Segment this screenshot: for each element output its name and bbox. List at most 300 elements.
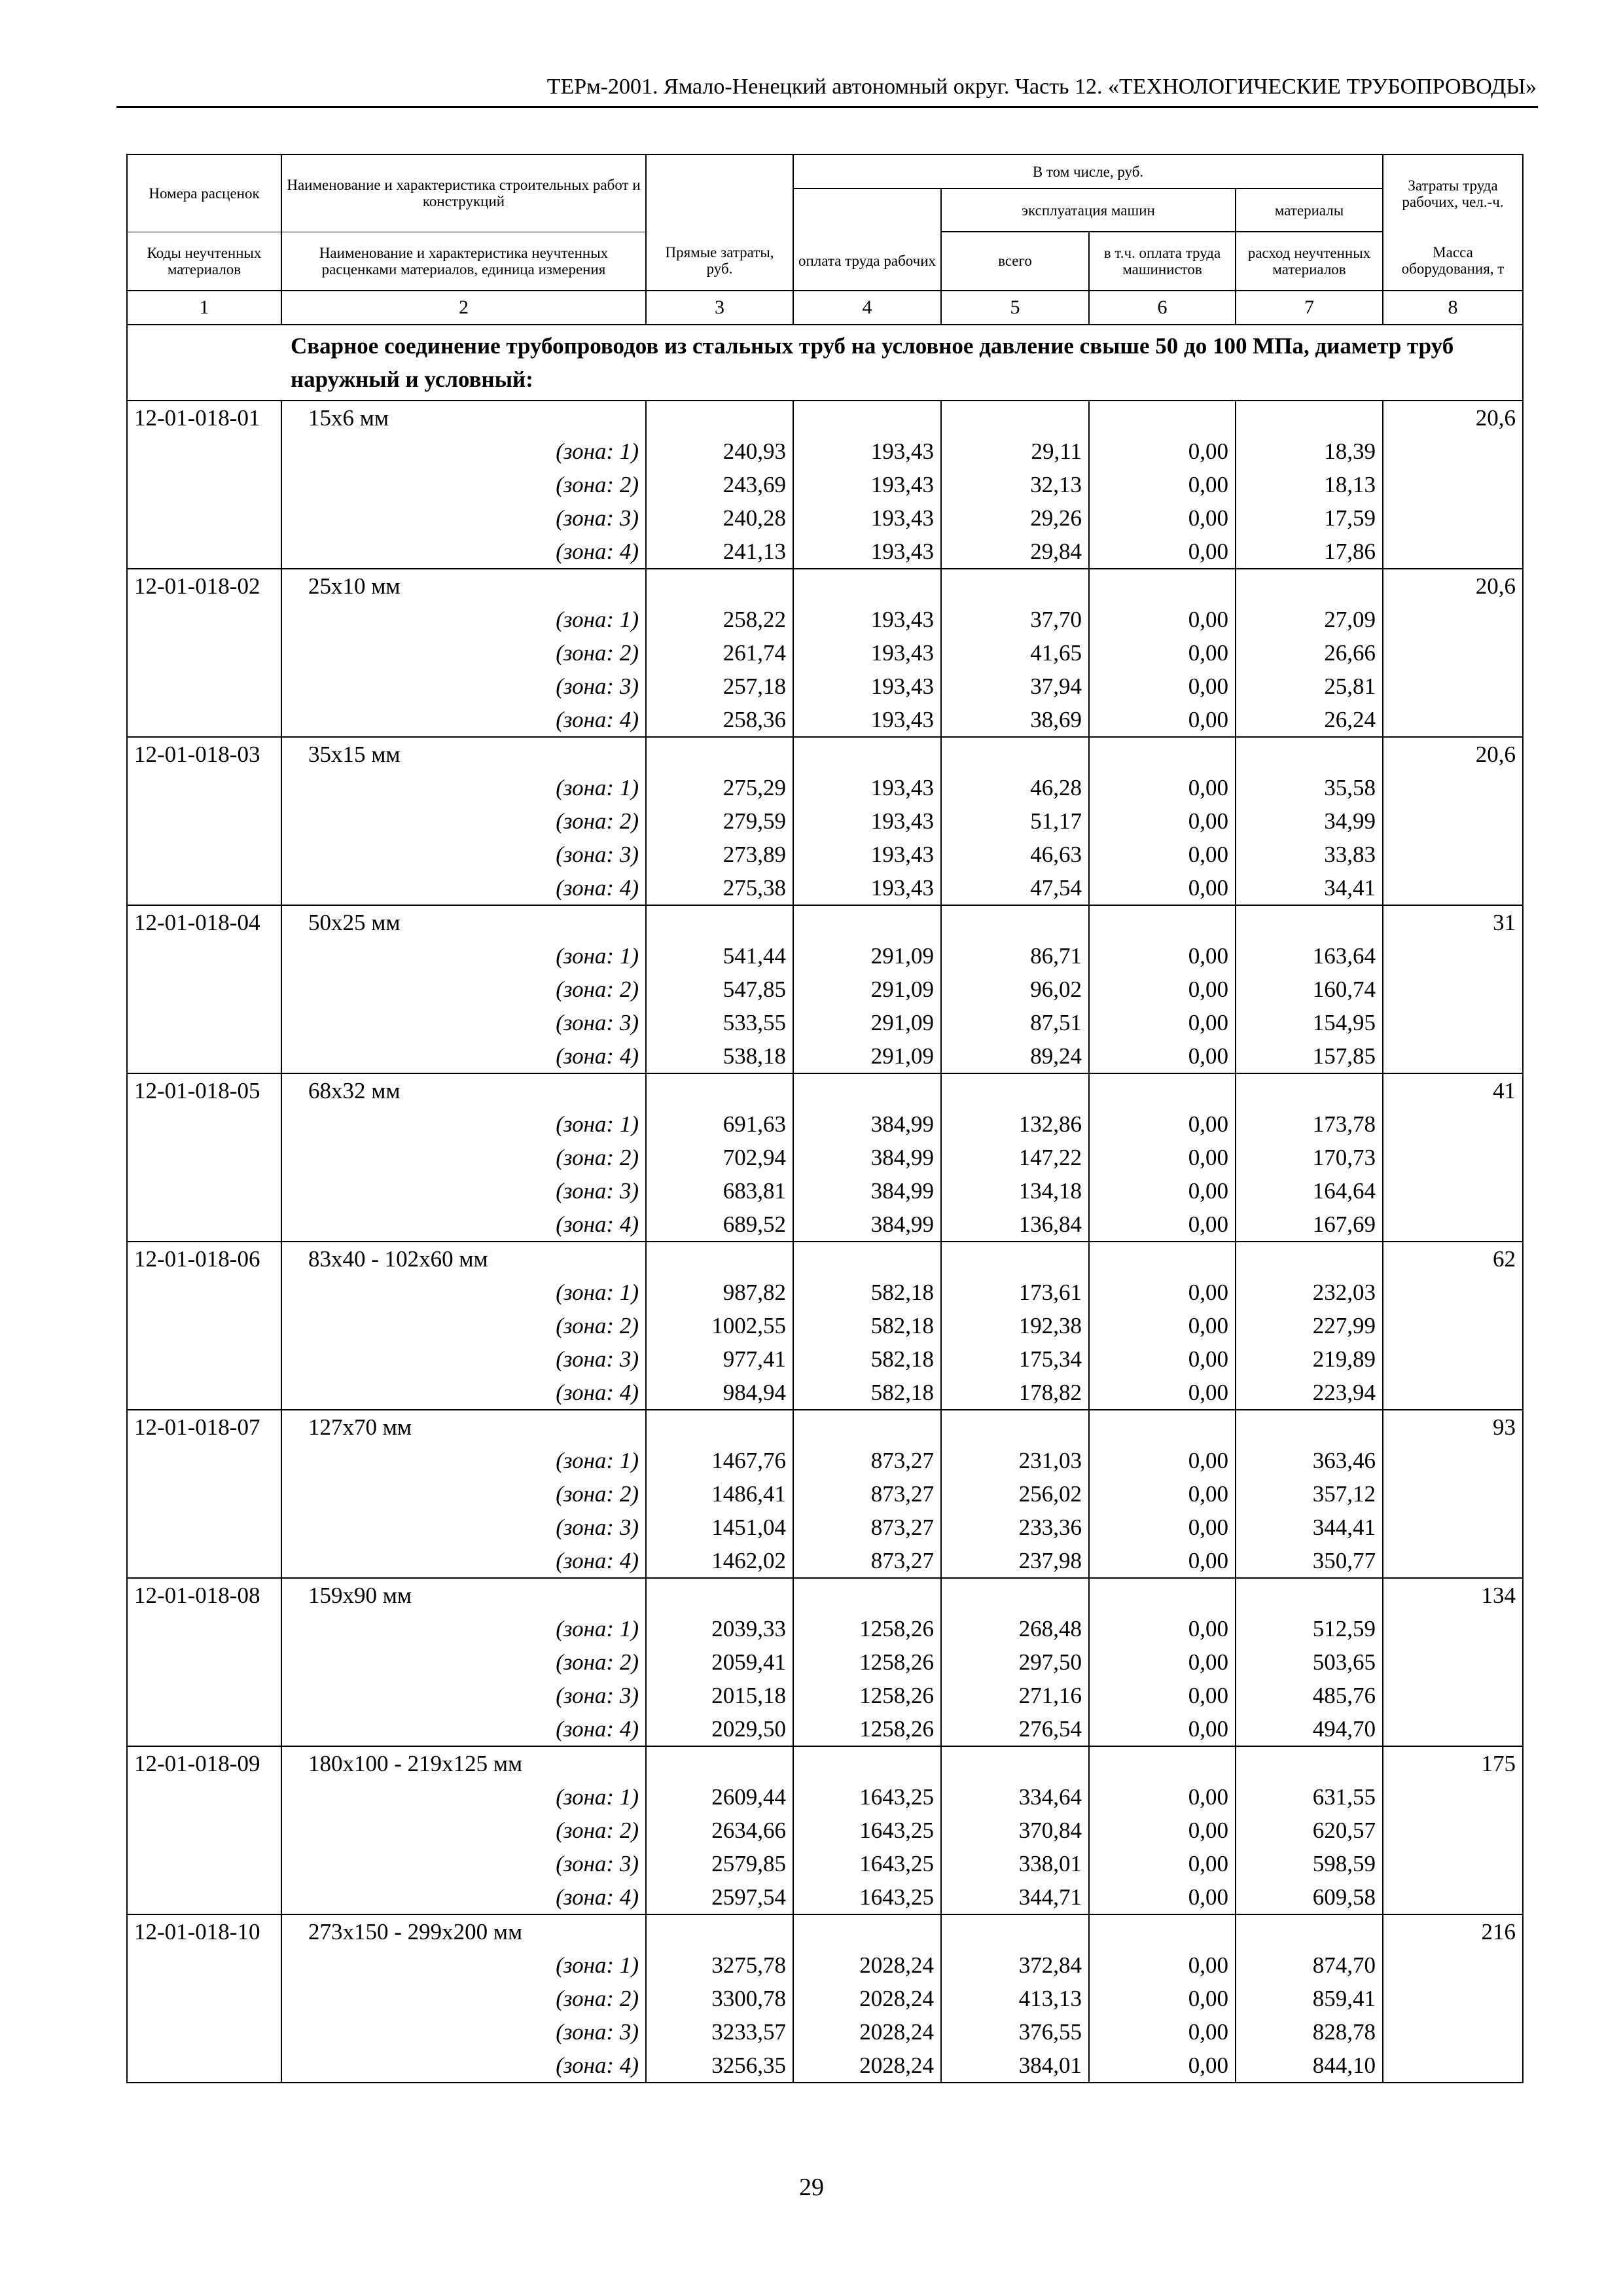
operator-pay: 0,00	[1089, 1039, 1236, 1073]
zone-label: (зона: 2)	[281, 1309, 646, 1342]
empty-cell	[646, 905, 793, 939]
zone-label: (зона: 4)	[281, 1039, 646, 1073]
empty-cell	[127, 1309, 281, 1342]
operator-pay: 0,00	[1089, 2049, 1236, 2083]
zone-row	[127, 1712, 1523, 1746]
operator-pay: 0,00	[1089, 1982, 1236, 2015]
empty-cell	[1383, 1141, 1523, 1174]
empty-cell	[646, 1242, 793, 1276]
worker-pay: 1643,25	[793, 1847, 941, 1880]
machine-total: 344,71	[941, 1880, 1089, 1914]
empty-cell	[1236, 737, 1383, 771]
page-number: 29	[799, 2174, 824, 2201]
empty-cell	[793, 1746, 941, 1780]
direct-costs: 3233,57	[646, 2015, 793, 2049]
labor-costs: 20,6	[1383, 737, 1523, 771]
zone-row	[127, 501, 1523, 535]
rate-code: 12-01-018-09	[127, 1746, 281, 1780]
direct-costs: 257,18	[646, 670, 793, 703]
direct-costs: 691,63	[646, 1107, 793, 1141]
header-equipment-mass: Масса оборудования, т	[1383, 232, 1523, 291]
unaccounted-materials: 512,59	[1236, 1612, 1383, 1645]
empty-cell	[1236, 1410, 1383, 1444]
empty-cell	[1383, 771, 1523, 804]
empty-cell	[941, 1073, 1089, 1107]
empty-cell	[1383, 1376, 1523, 1410]
operator-pay: 0,00	[1089, 1208, 1236, 1242]
direct-costs: 547,85	[646, 973, 793, 1006]
zone-row	[127, 2049, 1523, 2083]
zone-row	[127, 871, 1523, 905]
empty-cell	[1089, 1410, 1236, 1444]
empty-cell	[1383, 1276, 1523, 1309]
direct-costs: 240,93	[646, 435, 793, 468]
machine-total: 96,02	[941, 973, 1089, 1006]
unaccounted-materials: 18,39	[1236, 435, 1383, 468]
empty-cell	[127, 1847, 281, 1880]
direct-costs: 689,52	[646, 1208, 793, 1242]
empty-cell	[127, 2049, 281, 2083]
zone-row	[127, 804, 1523, 838]
header-rule	[116, 106, 1538, 108]
empty-cell	[1383, 435, 1523, 468]
direct-costs: 977,41	[646, 1342, 793, 1376]
machine-total: 41,65	[941, 636, 1089, 670]
empty-cell	[1383, 1880, 1523, 1914]
empty-cell	[127, 838, 281, 871]
machine-total: 29,11	[941, 435, 1089, 468]
worker-pay: 1258,26	[793, 1612, 941, 1645]
empty-cell	[941, 1914, 1089, 1948]
empty-cell	[1383, 1006, 1523, 1039]
worker-pay: 1258,26	[793, 1645, 941, 1679]
zone-row	[127, 1814, 1523, 1847]
empty-cell	[941, 569, 1089, 603]
zone-row	[127, 1880, 1523, 1914]
direct-costs: 2609,44	[646, 1780, 793, 1814]
direct-costs: 1462,02	[646, 1544, 793, 1578]
worker-pay: 582,18	[793, 1376, 941, 1410]
machine-total: 29,26	[941, 501, 1089, 535]
zone-row	[127, 603, 1523, 636]
zone-row	[127, 1276, 1523, 1309]
machine-total: 372,84	[941, 1948, 1089, 1982]
rate-name: 127х70 мм	[281, 1410, 646, 1444]
empty-cell	[1383, 1814, 1523, 1847]
empty-cell	[941, 1746, 1089, 1780]
rate-name: 273х150 - 299х200 мм	[281, 1914, 646, 1948]
direct-costs: 241,13	[646, 535, 793, 569]
empty-cell	[1383, 2049, 1523, 2083]
empty-cell	[1383, 1511, 1523, 1544]
header-direct-blank	[646, 154, 793, 232]
operator-pay: 0,00	[1089, 636, 1236, 670]
operator-pay: 0,00	[1089, 1444, 1236, 1477]
unaccounted-materials: 160,74	[1236, 973, 1383, 1006]
empty-cell	[1383, 1612, 1523, 1645]
empty-cell	[127, 435, 281, 468]
header-rate-numbers: Номера расценок	[127, 154, 281, 232]
empty-cell	[1236, 905, 1383, 939]
zone-label: (зона: 4)	[281, 1376, 646, 1410]
machine-total: 192,38	[941, 1309, 1089, 1342]
zone-row	[127, 1982, 1523, 2015]
unaccounted-materials: 170,73	[1236, 1141, 1383, 1174]
machine-total: 413,13	[941, 1982, 1089, 2015]
empty-cell	[127, 1679, 281, 1712]
zone-label: (зона: 4)	[281, 871, 646, 905]
empty-cell	[1383, 1679, 1523, 1712]
zone-label: (зона: 3)	[281, 1511, 646, 1544]
direct-costs: 1002,55	[646, 1309, 793, 1342]
zone-row	[127, 1141, 1523, 1174]
zone-row	[127, 771, 1523, 804]
empty-cell	[127, 1174, 281, 1208]
worker-pay: 193,43	[793, 771, 941, 804]
zone-label: (зона: 2)	[281, 973, 646, 1006]
zone-row	[127, 535, 1523, 569]
empty-cell	[1236, 1073, 1383, 1107]
empty-cell	[127, 1780, 281, 1814]
operator-pay: 0,00	[1089, 1679, 1236, 1712]
unaccounted-materials: 609,58	[1236, 1880, 1383, 1914]
header-pay-blank	[793, 188, 941, 232]
empty-cell	[127, 871, 281, 905]
header-machine-operation: эксплуатация машин	[941, 188, 1236, 232]
zone-row	[127, 838, 1523, 871]
worker-pay: 193,43	[793, 636, 941, 670]
worker-pay: 873,27	[793, 1511, 941, 1544]
unaccounted-materials: 227,99	[1236, 1309, 1383, 1342]
machine-total: 132,86	[941, 1107, 1089, 1141]
empty-cell	[1383, 670, 1523, 703]
table-header	[127, 154, 1523, 401]
zone-row	[127, 1006, 1523, 1039]
direct-costs: 2059,41	[646, 1645, 793, 1679]
empty-cell	[127, 1712, 281, 1746]
machine-total: 134,18	[941, 1174, 1089, 1208]
empty-cell	[127, 1039, 281, 1073]
empty-cell	[1383, 804, 1523, 838]
empty-cell	[1089, 401, 1236, 435]
zone-row	[127, 1477, 1523, 1511]
empty-cell	[127, 1645, 281, 1679]
direct-costs: 683,81	[646, 1174, 793, 1208]
direct-costs: 3275,78	[646, 1948, 793, 1982]
empty-cell	[1089, 569, 1236, 603]
labor-costs: 175	[1383, 1746, 1523, 1780]
machine-total: 37,70	[941, 603, 1089, 636]
empty-cell	[127, 771, 281, 804]
operator-pay: 0,00	[1089, 973, 1236, 1006]
zone-label: (зона: 3)	[281, 1679, 646, 1712]
worker-pay: 193,43	[793, 501, 941, 535]
worker-pay: 2028,24	[793, 2049, 941, 2083]
rate-group-header-row	[127, 1746, 1523, 1780]
header-material-codes: Коды неучтенных материалов	[127, 232, 281, 291]
empty-cell	[127, 1276, 281, 1309]
machine-total: 231,03	[941, 1444, 1089, 1477]
empty-cell	[1383, 501, 1523, 535]
empty-cell	[127, 1544, 281, 1578]
machine-total: 46,63	[941, 838, 1089, 871]
worker-pay: 1643,25	[793, 1780, 941, 1814]
empty-cell	[1383, 1208, 1523, 1242]
machine-total: 47,54	[941, 871, 1089, 905]
zone-label: (зона: 1)	[281, 1276, 646, 1309]
machine-total: 147,22	[941, 1141, 1089, 1174]
empty-cell	[646, 737, 793, 771]
unaccounted-materials: 163,64	[1236, 939, 1383, 973]
direct-costs: 2039,33	[646, 1612, 793, 1645]
empty-cell	[941, 401, 1089, 435]
operator-pay: 0,00	[1089, 838, 1236, 871]
empty-cell	[1383, 973, 1523, 1006]
operator-pay: 0,00	[1089, 1880, 1236, 1914]
rate-group-header-row	[127, 1242, 1523, 1276]
worker-pay: 582,18	[793, 1276, 941, 1309]
empty-cell	[1236, 569, 1383, 603]
empty-cell	[1383, 1712, 1523, 1746]
rate-name: 35х15 мм	[281, 737, 646, 771]
machine-total: 37,94	[941, 670, 1089, 703]
section-title: Сварное соединение трубопроводов из стальных труб на условное давление свыше 50 до 100 МПа, диаметр труб наружный и условный:	[281, 325, 1523, 401]
direct-costs: 279,59	[646, 804, 793, 838]
zone-row	[127, 1208, 1523, 1242]
direct-costs: 2579,85	[646, 1847, 793, 1880]
zone-label: (зона: 2)	[281, 1141, 646, 1174]
empty-cell	[127, 468, 281, 501]
machine-total: 175,34	[941, 1342, 1089, 1376]
zone-row	[127, 1645, 1523, 1679]
operator-pay: 0,00	[1089, 804, 1236, 838]
worker-pay: 384,99	[793, 1174, 941, 1208]
zone-row	[127, 1174, 1523, 1208]
worker-pay: 2028,24	[793, 1948, 941, 1982]
zone-row	[127, 1039, 1523, 1073]
empty-cell	[1383, 1444, 1523, 1477]
empty-cell	[646, 1073, 793, 1107]
machine-total: 89,24	[941, 1039, 1089, 1073]
empty-cell	[127, 1948, 281, 1982]
empty-cell	[127, 1477, 281, 1511]
empty-cell	[127, 939, 281, 973]
worker-pay: 1258,26	[793, 1679, 941, 1712]
zone-label: (зона: 2)	[281, 1477, 646, 1511]
zone-label: (зона: 1)	[281, 1780, 646, 1814]
header-total: всего	[941, 232, 1089, 291]
empty-cell	[646, 569, 793, 603]
machine-total: 29,84	[941, 535, 1089, 569]
worker-pay: 873,27	[793, 1544, 941, 1578]
operator-pay: 0,00	[1089, 1276, 1236, 1309]
rate-group-header-row	[127, 401, 1523, 435]
worker-pay: 384,99	[793, 1141, 941, 1174]
zone-row	[127, 1544, 1523, 1578]
empty-cell	[127, 1444, 281, 1477]
labor-costs: 134	[1383, 1578, 1523, 1612]
zone-label: (зона: 1)	[281, 1444, 646, 1477]
column-number: 1	[127, 291, 281, 325]
direct-costs: 2029,50	[646, 1712, 793, 1746]
machine-total: 178,82	[941, 1376, 1089, 1410]
worker-pay: 2028,24	[793, 1982, 941, 2015]
empty-cell	[646, 1914, 793, 1948]
machine-total: 46,28	[941, 771, 1089, 804]
worker-pay: 384,99	[793, 1107, 941, 1141]
zone-label: (зона: 2)	[281, 636, 646, 670]
direct-costs: 2634,66	[646, 1814, 793, 1847]
machine-total: 297,50	[941, 1645, 1089, 1679]
empty-cell	[127, 535, 281, 569]
direct-costs: 275,29	[646, 771, 793, 804]
unaccounted-materials: 344,41	[1236, 1511, 1383, 1544]
machine-total: 256,02	[941, 1477, 1089, 1511]
table-body	[127, 401, 1523, 2083]
empty-cell	[1383, 939, 1523, 973]
direct-costs: 275,38	[646, 871, 793, 905]
direct-costs: 533,55	[646, 1006, 793, 1039]
header-material-name: Наименование и характеристика неучтенных расценками материалов, единица измерения	[281, 232, 646, 291]
rate-group-header-row	[127, 1073, 1523, 1107]
zone-label: (зона: 1)	[281, 1612, 646, 1645]
empty-cell	[1383, 1982, 1523, 2015]
empty-cell	[1383, 636, 1523, 670]
unaccounted-materials: 485,76	[1236, 1679, 1383, 1712]
operator-pay: 0,00	[1089, 535, 1236, 569]
empty-cell	[1089, 905, 1236, 939]
zone-row	[127, 1309, 1523, 1342]
labor-costs: 62	[1383, 1242, 1523, 1276]
header-worker-pay: оплата труда рабочих	[793, 232, 941, 291]
operator-pay: 0,00	[1089, 1780, 1236, 1814]
zone-row	[127, 1612, 1523, 1645]
empty-cell	[1383, 1544, 1523, 1578]
rate-name: 180х100 - 219х125 мм	[281, 1746, 646, 1780]
operator-pay: 0,00	[1089, 703, 1236, 737]
zone-label: (зона: 4)	[281, 1544, 646, 1578]
zone-label: (зона: 1)	[281, 435, 646, 468]
empty-cell	[1383, 1174, 1523, 1208]
zone-row	[127, 1679, 1523, 1712]
operator-pay: 0,00	[1089, 1544, 1236, 1578]
empty-cell	[1383, 1107, 1523, 1141]
empty-cell	[1383, 2015, 1523, 2049]
direct-costs: 541,44	[646, 939, 793, 973]
empty-cell	[127, 1141, 281, 1174]
labor-costs: 31	[1383, 905, 1523, 939]
unaccounted-materials: 34,41	[1236, 871, 1383, 905]
header-work-name: Наименование и характеристика строительных работ и конструкций	[281, 154, 646, 232]
empty-cell	[793, 905, 941, 939]
rate-code: 12-01-018-04	[127, 905, 281, 939]
machine-total: 233,36	[941, 1511, 1089, 1544]
rate-group-header-row	[127, 905, 1523, 939]
worker-pay: 873,27	[793, 1444, 941, 1477]
zone-label: (зона: 1)	[281, 939, 646, 973]
operator-pay: 0,00	[1089, 1814, 1236, 1847]
zone-label: (зона: 1)	[281, 771, 646, 804]
unaccounted-materials: 844,10	[1236, 2049, 1383, 2083]
empty-cell	[1383, 1645, 1523, 1679]
zone-row	[127, 939, 1523, 973]
empty-cell	[941, 905, 1089, 939]
unaccounted-materials: 26,24	[1236, 703, 1383, 737]
operator-pay: 0,00	[1089, 1376, 1236, 1410]
zone-row	[127, 1107, 1523, 1141]
operator-pay: 0,00	[1089, 670, 1236, 703]
rate-name: 15х6 мм	[281, 401, 646, 435]
zone-row	[127, 1376, 1523, 1410]
unaccounted-materials: 859,41	[1236, 1982, 1383, 2015]
unaccounted-materials: 27,09	[1236, 603, 1383, 636]
rate-group-header-row	[127, 1578, 1523, 1612]
zone-label: (зона: 3)	[281, 501, 646, 535]
section-title-spacer	[127, 325, 281, 401]
machine-total: 376,55	[941, 2015, 1089, 2049]
zone-label: (зона: 3)	[281, 670, 646, 703]
zone-label: (зона: 3)	[281, 1174, 646, 1208]
zone-row	[127, 468, 1523, 501]
machine-total: 268,48	[941, 1612, 1089, 1645]
rate-group-header-row	[127, 737, 1523, 771]
zone-label: (зона: 4)	[281, 1712, 646, 1746]
zone-label: (зона: 1)	[281, 603, 646, 636]
operator-pay: 0,00	[1089, 1174, 1236, 1208]
machine-total: 173,61	[941, 1276, 1089, 1309]
column-number: 8	[1383, 291, 1523, 325]
zone-row	[127, 1511, 1523, 1544]
empty-cell	[1383, 1948, 1523, 1982]
empty-cell	[941, 1578, 1089, 1612]
worker-pay: 1643,25	[793, 1880, 941, 1914]
rate-name: 83х40 - 102х60 мм	[281, 1242, 646, 1276]
direct-costs: 1451,04	[646, 1511, 793, 1544]
worker-pay: 193,43	[793, 603, 941, 636]
empty-cell	[127, 1208, 281, 1242]
labor-costs: 216	[1383, 1914, 1523, 1948]
empty-cell	[793, 737, 941, 771]
worker-pay: 873,27	[793, 1477, 941, 1511]
empty-cell	[127, 501, 281, 535]
rate-name: 68х32 мм	[281, 1073, 646, 1107]
empty-cell	[1236, 1242, 1383, 1276]
column-number: 7	[1236, 291, 1383, 325]
empty-cell	[1383, 535, 1523, 569]
zone-row	[127, 636, 1523, 670]
worker-pay: 384,99	[793, 1208, 941, 1242]
zone-label: (зона: 2)	[281, 468, 646, 501]
empty-cell	[1089, 1242, 1236, 1276]
direct-costs: 273,89	[646, 838, 793, 871]
zone-label: (зона: 4)	[281, 2049, 646, 2083]
empty-cell	[127, 1376, 281, 1410]
operator-pay: 0,00	[1089, 939, 1236, 973]
unaccounted-materials: 26,66	[1236, 636, 1383, 670]
operator-pay: 0,00	[1089, 603, 1236, 636]
empty-cell	[1383, 1309, 1523, 1342]
zone-label: (зона: 3)	[281, 838, 646, 871]
empty-cell	[127, 636, 281, 670]
machine-total: 237,98	[941, 1544, 1089, 1578]
empty-cell	[127, 1814, 281, 1847]
empty-cell	[127, 603, 281, 636]
unaccounted-materials: 154,95	[1236, 1006, 1383, 1039]
empty-cell	[127, 670, 281, 703]
machine-total: 38,69	[941, 703, 1089, 737]
operator-pay: 0,00	[1089, 1107, 1236, 1141]
empty-cell	[127, 1982, 281, 2015]
